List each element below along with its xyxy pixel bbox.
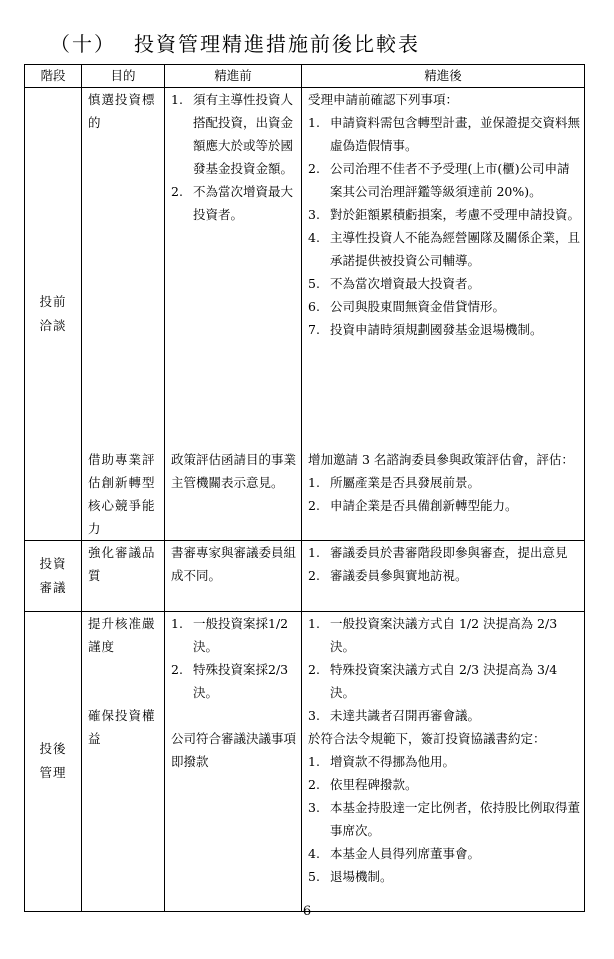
after-cell	[302, 611, 585, 911]
goal-text: 確保投資權益	[88, 707, 156, 746]
title-text: 投資管理精進措施前後比較表	[134, 32, 420, 56]
after-cell	[302, 540, 585, 611]
goal-cell: 借助專業評估創新轉型核心競爭能力	[82, 448, 165, 541]
comparison-table	[24, 64, 585, 912]
stage-pre-investment: 投前洽談	[25, 88, 82, 541]
list-item: 7. 投資申請時須規劃國發基金退場機制。	[308, 322, 543, 337]
list-item: 2. 審議委員參與實地訪視。	[308, 567, 468, 583]
stage-review: 投資審議	[25, 540, 82, 611]
list-item: 2. 不為當次增資最大投資者。	[171, 184, 294, 222]
list-item: 1. 增資款不得挪為他用。	[308, 753, 456, 769]
list-item: 1. 審議委員於書審階段即參與審查，提出意見	[308, 544, 568, 560]
goal-cell: 強化審議品質	[82, 540, 165, 611]
list-item: 5. 不為當次增資最大投資者。	[308, 276, 481, 291]
after-intro: 受理申請前確認下列事項：	[308, 92, 459, 107]
list-item: 1. 須有主導性投資人搭配投資，出資金額應大於或等於國發基金投資金額。	[171, 92, 294, 176]
after-intro: 增加邀請 3 名諮詢委員參與政策評估會，評估：	[308, 451, 574, 467]
goal-cell: 慎選投資標的	[82, 88, 165, 448]
goal-cell	[82, 611, 165, 911]
after-intro: 於符合法令規範下，簽訂投資協議書約定：	[308, 730, 546, 746]
list-item: 4. 主導性投資人不能為經營團隊及關係企業，且承諾提供被投資公司輔導。	[308, 230, 581, 268]
table-row	[25, 448, 585, 541]
before-list	[171, 88, 298, 226]
list-item: 2. 公司治理不佳者不予受理(上市(櫃)公司申請案其公司治理評鑑等級須達前 20%)。	[308, 161, 570, 199]
list-item: 1. 申請資料需包含轉型計畫，並保證提交資料無虛偽造假情事。	[308, 115, 581, 153]
page-title	[50, 28, 420, 57]
page-number: 6	[302, 904, 312, 919]
header-before: 精進前	[165, 65, 302, 88]
list-item: 3. 未達共識者召開再審會議。	[308, 707, 481, 723]
header-after: 精進後	[302, 65, 585, 88]
header-row	[25, 65, 585, 88]
after-cell	[302, 448, 585, 541]
before-cell: 書審專家與審議委員組成不同。	[165, 540, 302, 611]
list-item: 2. 特殊投資案決議方式自 2/3 決提高為 3/4 決。	[308, 661, 558, 700]
list-item: 3. 對於鉅額累積虧損案，考慮不受理申請投資。	[308, 207, 581, 222]
goal-text: 提升核准嚴謹度	[88, 615, 156, 654]
table-row	[25, 611, 585, 911]
list-item: 3. 本基金持股達一定比例者，依持股比例取得董事席次。	[308, 799, 581, 838]
list-item: 1. 所屬產業是否具發展前景。	[308, 474, 481, 490]
after-list	[308, 750, 581, 888]
table-row	[25, 540, 585, 611]
before-cell: 政策評估函請目的事業主管機關表示意見。	[165, 448, 302, 541]
header-goal: 目的	[82, 65, 165, 88]
before-cell	[165, 611, 302, 911]
list-item: 2. 申請企業是否具備創新轉型能力。	[308, 497, 518, 513]
list-item: 4. 本基金人員得列席董事會。	[308, 845, 481, 861]
before-text: 公司符合審議決議事項即撥款	[171, 730, 297, 769]
after-list	[308, 471, 581, 517]
before-cell	[165, 88, 302, 448]
after-cell	[302, 88, 585, 448]
list-item: 2. 依里程碑撥款。	[308, 776, 418, 792]
after-list	[308, 111, 581, 341]
before-list	[171, 612, 298, 704]
list-item: 2. 特殊投資案採2/3決。	[171, 661, 289, 700]
list-item: 1. 一般投資案決議方式自 1/2 決提高為 2/3 決。	[308, 615, 558, 654]
stage-post-investment: 投後管理	[25, 611, 82, 911]
list-item: 6. 公司與股東間無資金借貸情形。	[308, 299, 506, 314]
header-stage: 階段	[25, 65, 82, 88]
list-item: 1. 一般投資案採1/2決。	[171, 615, 289, 654]
after-list	[308, 541, 581, 587]
list-item: 5. 退場機制。	[308, 868, 393, 884]
table-row	[25, 88, 585, 448]
after-list	[308, 612, 581, 727]
title-number: （十）	[50, 32, 116, 56]
